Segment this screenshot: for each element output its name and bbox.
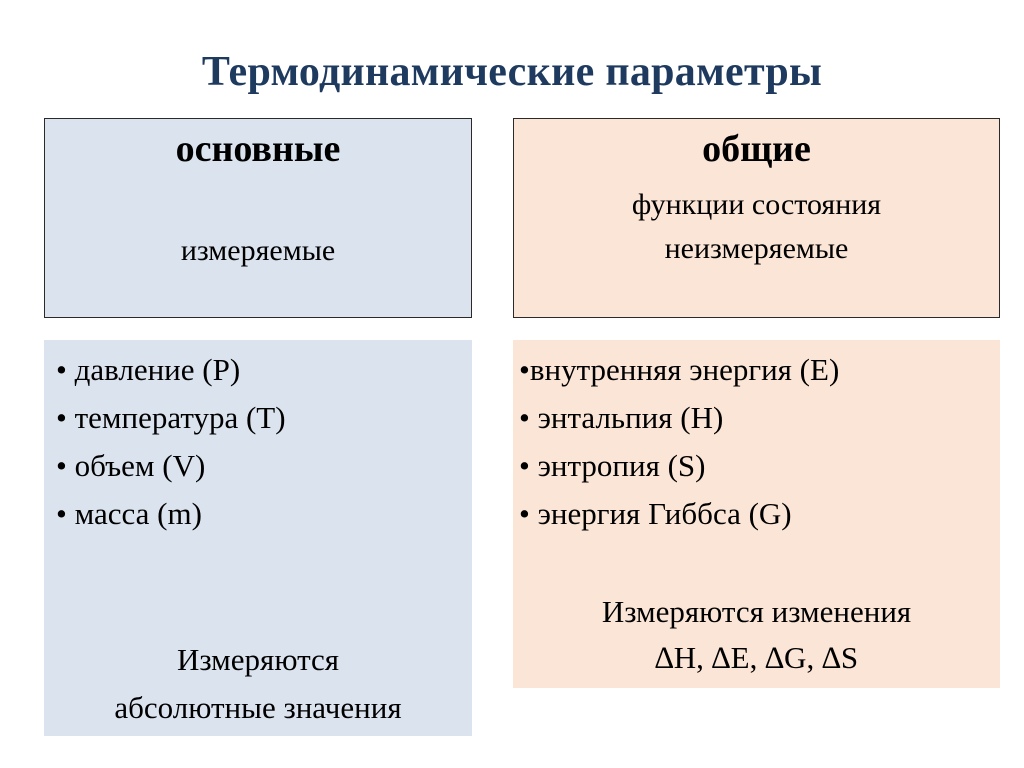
general-parameters-list-box — [513, 340, 1000, 688]
general-parameters-list — [519, 346, 839, 538]
basic-note-line1: Измеряются — [176, 642, 340, 677]
basic-subtitle: измеряемые — [180, 234, 336, 267]
general-note-line1: Измеряются изменения — [601, 594, 912, 629]
list-item: • температура (T) — [56, 400, 286, 435]
list-item: • энтропия (S) — [519, 448, 706, 483]
general-parameters-header-box — [513, 118, 1000, 318]
page-title: Термодинамические параметры — [201, 49, 823, 95]
general-note-line2: ∆H, ∆E, ∆G, ∆S — [654, 640, 859, 675]
general-subtitle-line1: функции состояния — [631, 188, 882, 221]
basic-note-line2: абсолютные значения — [114, 690, 402, 725]
list-item: • энергия Гиббса (G) — [519, 496, 792, 531]
list-item: •внутренняя энергия (E) — [519, 352, 840, 387]
list-item: • давление (P) — [56, 352, 241, 387]
general-heading: общие — [702, 128, 811, 170]
basic-parameters-list — [56, 346, 286, 538]
general-subtitle-line2: неизмеряемые — [664, 232, 849, 265]
list-item: • объем (V) — [56, 448, 206, 483]
list-item: • масса (m) — [56, 496, 202, 531]
basic-heading: основные — [175, 128, 341, 170]
basic-parameters-list-box — [44, 340, 472, 736]
list-item: • энтальпия (H) — [519, 400, 724, 435]
basic-parameters-header-box — [44, 118, 472, 318]
